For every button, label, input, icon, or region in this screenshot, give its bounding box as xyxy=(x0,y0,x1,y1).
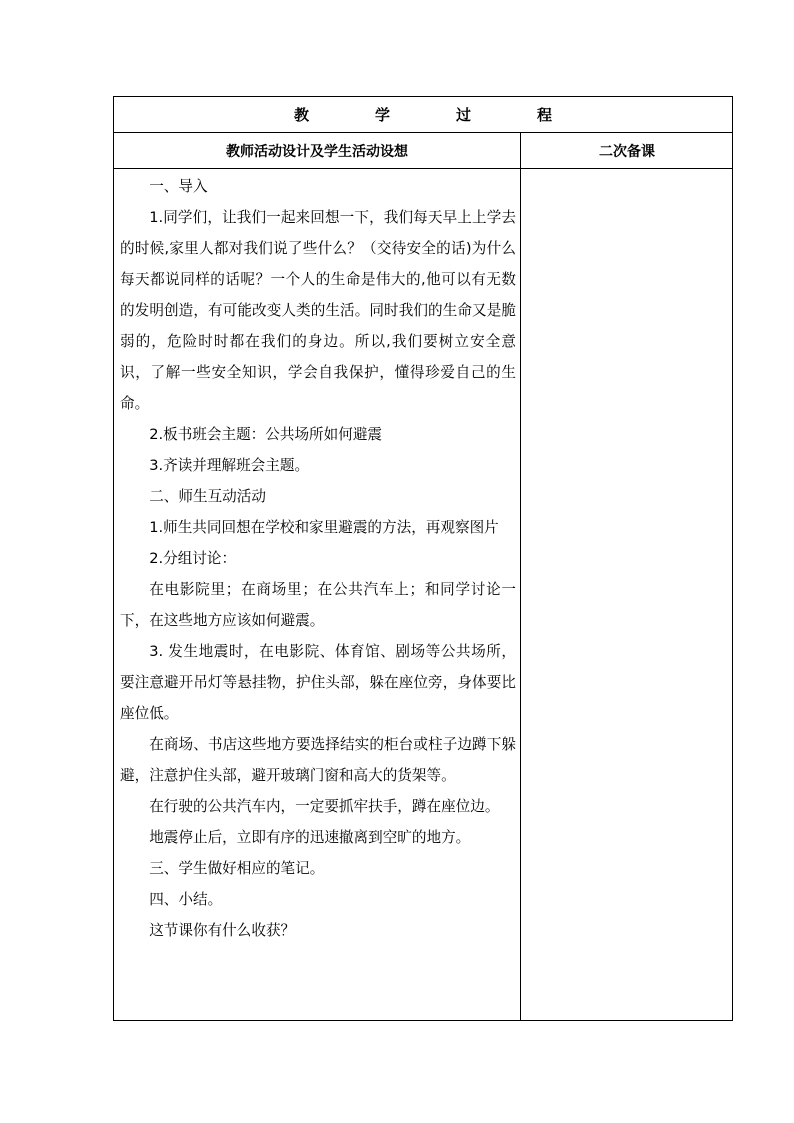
section-heading-notes: 三、学生做好相应的笔记。 xyxy=(149,860,325,877)
section-heading-interaction: 二、师生互动活动 xyxy=(149,488,266,505)
paragraph-harvest-question: 这节课你有什么收获？ xyxy=(149,922,296,939)
table-header-row xyxy=(114,133,732,169)
lesson-plan-table xyxy=(113,96,733,1021)
paragraph-recall-methods: 1.师生共同回想在学校和家里避震的方法，再观察图片 xyxy=(149,519,499,536)
title-char: 学 xyxy=(374,106,390,124)
paragraph-read-topic: 3.齐读并理解班会主题。 xyxy=(149,457,310,474)
table-title-row xyxy=(114,97,732,133)
paragraph-evacuate: 地震停止后，立即有序的迅速撤离到空旷的地方。 xyxy=(149,829,471,846)
section-heading-summary: 四、小结。 xyxy=(149,891,223,908)
activity-content-cell xyxy=(120,171,516,946)
title-char: 教 xyxy=(293,106,309,124)
paragraph-stores: 在商场、书店这些地方要选择结实的柜台或柱子边蹲下躲避，注意护住头部，避开玻璃门窗和高大的货架等。 xyxy=(120,736,516,784)
section-heading-intro: 一、导入 xyxy=(149,178,208,195)
header-teacher-activity: 教师活动设计及学生活动设想 xyxy=(226,143,408,160)
header-second-preparation: 二次备课 xyxy=(599,143,655,160)
paragraph-group-discussion: 2.分组讨论： xyxy=(149,550,237,567)
column-divider xyxy=(520,133,521,1020)
paragraph-bus: 在行驶的公共汽车内，一定要抓牢扶手，蹲在座位边。 xyxy=(149,798,500,815)
paragraph-intro: 1.同学们，让我们一起来回想一下，我们每天早上上学去的时候,家里人都对我们说了些什么？（交待安全的话)为什么每天都说同样的话呢？一个人的生命是伟大的,他可以有无数的发明创造，有可能改变人类的生活。同时我们的生命又是脆弱的，危险时时都在我们的身边。所以,我们要树立安全意识，了解一些安全知识，学会自我保护，懂得珍爱自己的生命。 xyxy=(120,209,516,412)
title-char: 程 xyxy=(537,106,553,124)
title-char: 过 xyxy=(456,106,472,124)
paragraph-board-topic: 2.板书班会主题：公共场所如何避震 xyxy=(149,426,383,443)
paragraph-public-venues: 3. 发生地震时，在电影院、体育馆、剧场等公共场所，要注意避开吊灯等悬挂物，护住头部，躲在座位旁，身体要比座位低。 xyxy=(120,643,516,722)
paragraph-discussion-places: 在电影院里；在商场里；在公共汽车上；和同学讨论一下，在这些地方应该如何避震。 xyxy=(120,581,516,629)
